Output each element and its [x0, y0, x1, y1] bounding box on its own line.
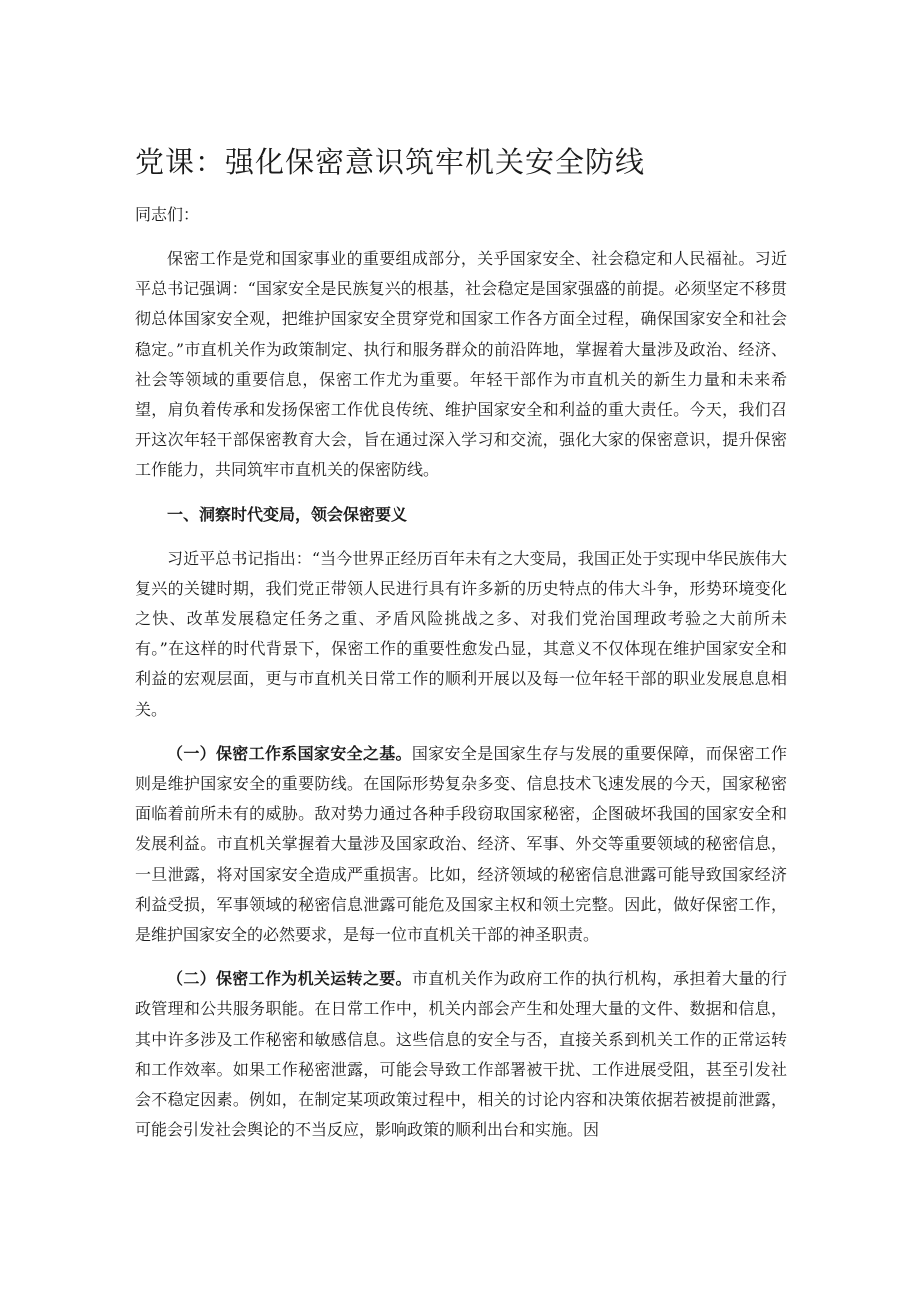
document-title: 党课：强化保密意识筑牢机关安全防线 — [135, 145, 646, 179]
subsection-1-lead: （一）保密工作系国家安全之基。 — [167, 743, 412, 763]
section-1-paragraph: 习近平总书记指出：“当今世界正经历百年未有之大变局，我国正处于实现中华民族伟大复兴的关键时期，我们党正带领人民进行具有许多新的历史特点的伟大斗争，形势环境变化之快、改革发展稳定任务之重、矛盾风险挑战之多、对我们党治国理政考验之大前所未有。”在这样的时代背景下，保密工作的重要性愈发凸显，其意义不仅体现在维护国家安全和利益的宏观层面，更与市直机关日常工作的顺利开展以及每一位年轻干部的职业发展息息相关。 — [135, 548, 787, 719]
subsection-1-body: 国家安全是国家生存与发展的重要保障，而保密工作则是维护国家安全的重要防线。在国际形势复杂多变、信息技术飞速发展的今天，国家秘密面临着前所未有的威胁。敌对势力通过各种手段窃取国家秘密，企图破坏我国的国家安全和发展利益。市直机关掌握着大量涉及国家政治、经济、军事、外交等重要领域的秘密信息，一旦泄露，将对国家安全造成严重损害。比如，经济领域的秘密信息泄露可能导致国家经济利益受损，军事领域的秘密信息泄露可能危及国家主权和领土完整。因此，做好保密工作，是维护国家安全的必然要求，是每一位市直机关干部的神圣职责。 — [135, 743, 787, 945]
intro-paragraph: 保密工作是党和国家事业的重要组成部分，关乎国家安全、社会稳定和人民福祉。习近平总书记强调：“国家安全是民族复兴的根基，社会稳定是国家强盛的前提。必须坚定不移贯彻总体国家安全观，把维护国家安全贯穿党和国家工作各方面全过程，确保国家安全和社会稳定。”市直机关作为政策制定、执行和服务群众的前沿阵地，掌握着大量涉及政治、经济、社会等领域的重要信息，保密工作尤为重要。年轻干部作为市直机关的新生力量和未来希望，肩负着传承和发扬保密工作优良传统、维护国家安全和利益的重大责任。今天，我们召开这次年轻干部保密教育大会，旨在通过深入学习和交流，强化大家的保密意识，提升保密工作能力，共同筑牢市直机关的保密防线。 — [135, 249, 787, 480]
subsection-2-body: 市直机关作为政府工作的执行机构，承担着大量的行政管理和公共服务职能。在日常工作中，机关内部会产生和处理大量的文件、数据和信息，其中许多涉及工作秘密和敏感信息。这些信息的安全与否，直接关系到机关工作的正常运转和工作效率。如果工作秘密泄露，可能会导致工作部署被干扰、工作进展受阻，甚至引发社会不稳定因素。例如，在制定某项政策过程中，相关的讨论内容和决策依据若被提前泄露，可能会引发社会舆论的不当反应，影响政策的顺利出台和实施。因 — [135, 969, 787, 1140]
document-page — [135, 140, 787, 1159]
subsection-2-lead: （二）保密工作为机关运转之要。 — [167, 969, 412, 989]
subsection-1-paragraph — [135, 739, 787, 950]
salutation: 同志们： — [135, 205, 200, 224]
section-heading-1: 一、洞察时代变局，领会保密要义 — [167, 504, 408, 524]
subsection-2-paragraph — [135, 964, 787, 1145]
